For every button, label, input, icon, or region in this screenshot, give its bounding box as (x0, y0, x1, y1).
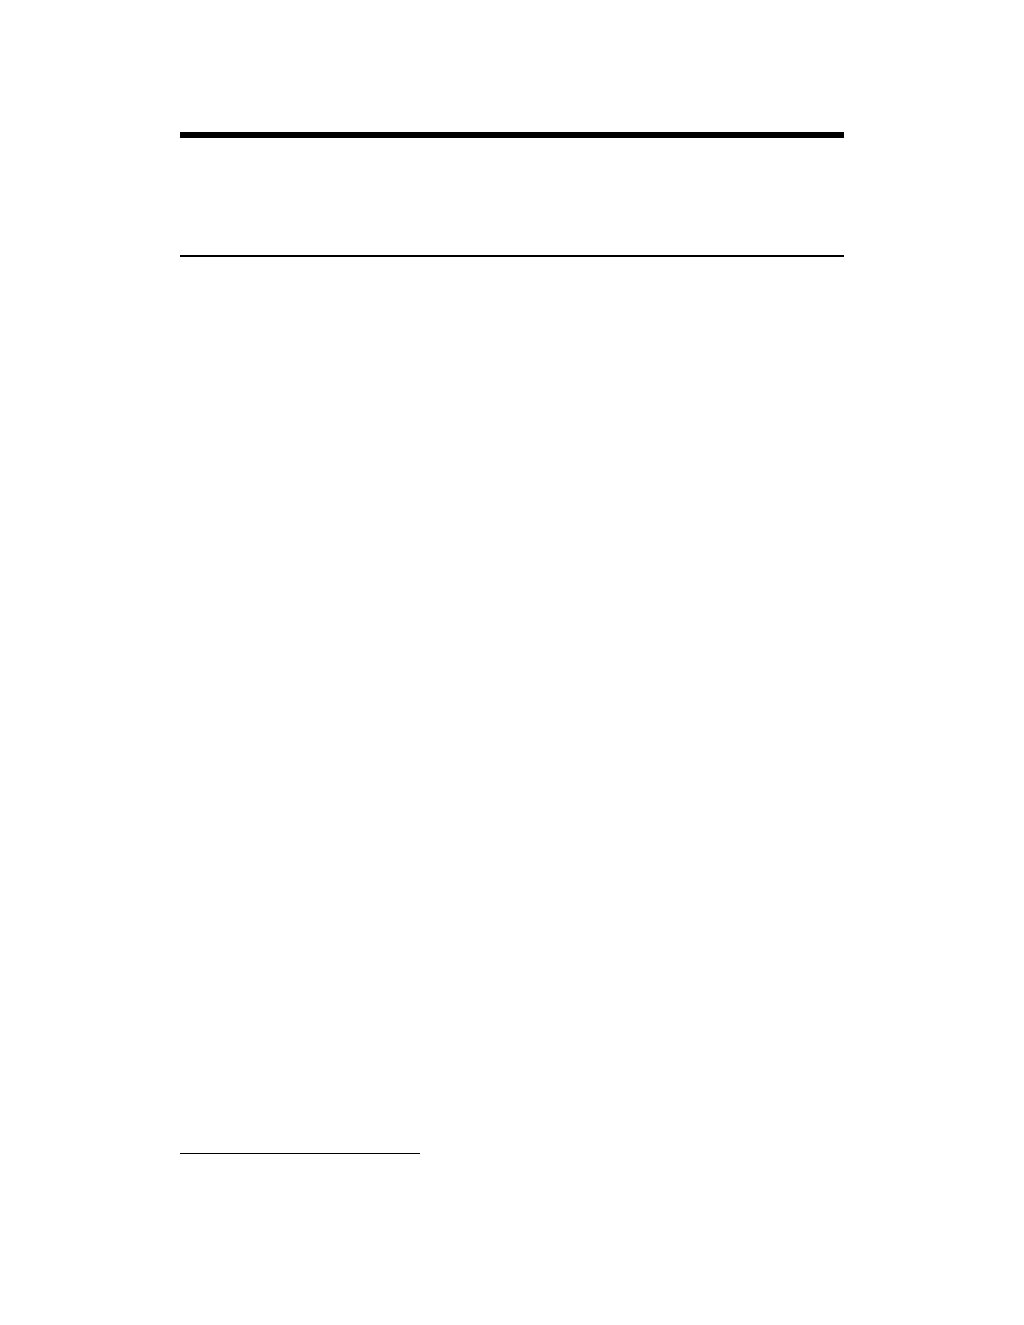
footnote-rule (180, 1153, 420, 1154)
figure-1-charts (180, 868, 844, 1018)
section-heading (180, 817, 210, 838)
title-top-rule (180, 132, 844, 138)
figure-1 (180, 868, 844, 1018)
footnote-1 (200, 1157, 203, 1173)
affiliations-row-1 (150, 339, 874, 358)
footnote-2 (200, 1175, 203, 1191)
title-bottom-rule (180, 255, 844, 257)
affiliations (150, 339, 874, 358)
